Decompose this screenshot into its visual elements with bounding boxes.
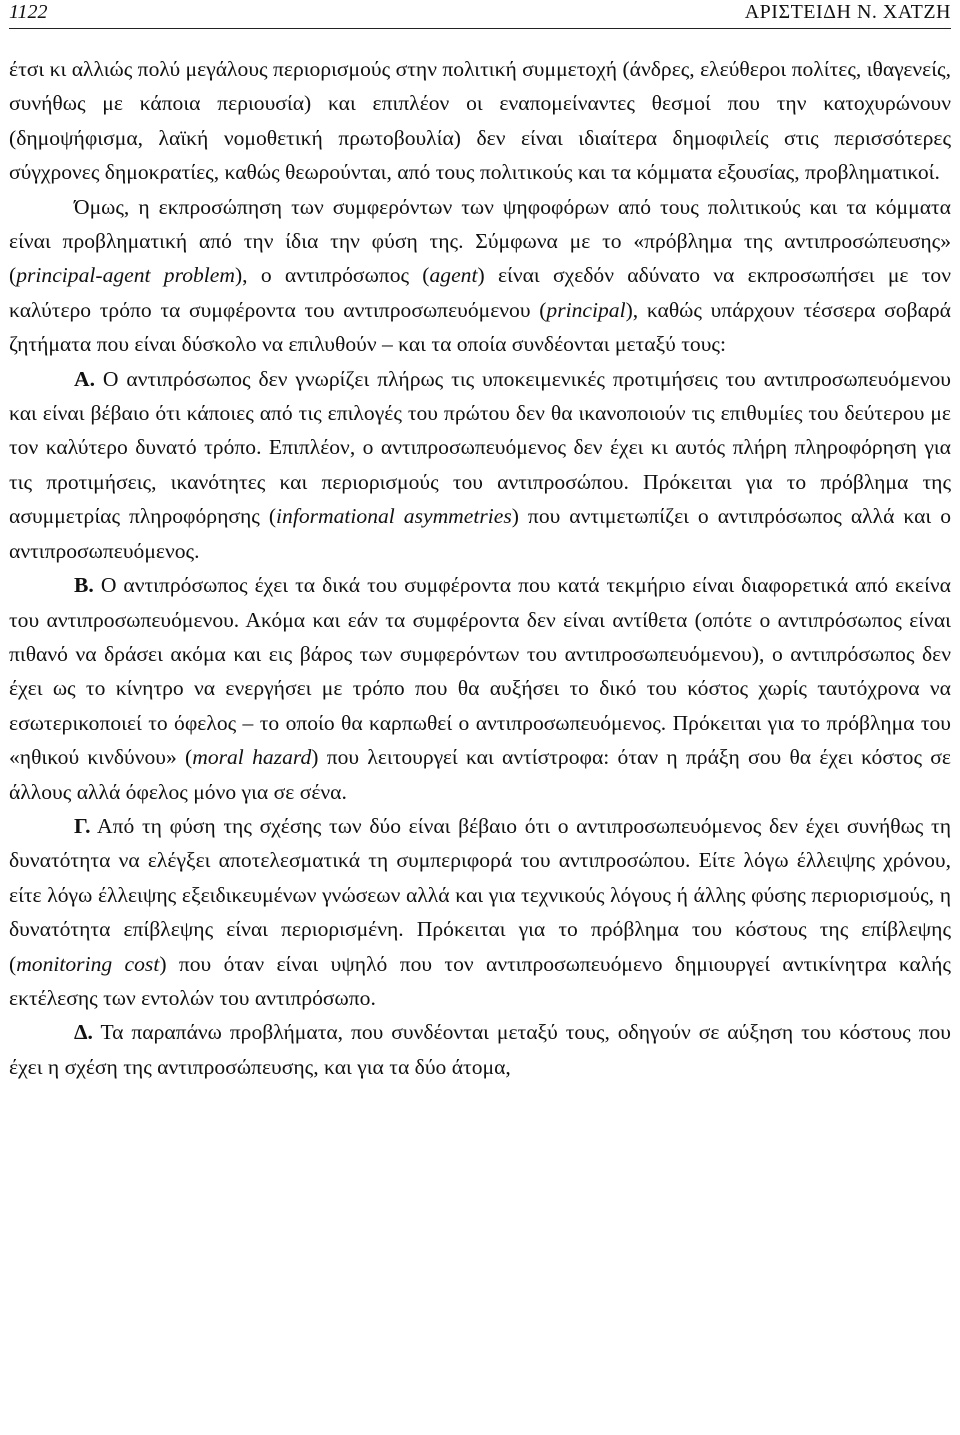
italic-term: informational asymmetries [276,504,512,529]
text-run: Τα παραπάνω προβλήματα, που συνδέονται μεταξύ τους, οδηγούν σε αύξηση του κόστους που έχει η σχέση της αντιπροσώπευσης, και για τα δύο άτομα, [9,1020,951,1079]
header-divider [9,28,951,29]
text-run: ), καθώς υπάρχουν τέσσερα σοβαρά ζητήματα που είναι δύσκολο να επιλυθούν – και τα οποία συνδέονται μεταξύ τους: [9,297,951,357]
section-label: Β. [74,573,94,598]
text-run: ) είναι σχεδόν αδύνατο να εκπροσωπήσει με τον καλύτερο τρόπο τα συμφέροντα του αντιπροσωπευόμενου ( [9,263,951,322]
text-run: ) που αντιμετωπίζει ο αντιπρόσωπος αλλά και ο αντιπροσωπευόμενος. [9,504,952,563]
italic-term: moral hazard [192,745,312,770]
text-run: Ο αντιπρόσωπος δεν γνωρίζει πλήρως τις υποκειμενικές προτιμήσεις του αντιπροσωπευόμενου και είναι βέβαιο ότι κάποιες από τις επιλογές του πρώτου δεν θα ικανοποιούν τις επιθυμίες του δεύτερου με τον καλύτερο δυνατό τρόπο. Επιπλέον, ο αντιπροσωπευόμενος δεν έχει κι αυτός πλήρη πληροφόρηση για τις προτιμήσεις, ικανότητες και περιορισμούς του αντιπροσώπου. Πρόκειται για το πρόβλημα της ασυμμετρίας πληροφόρησης ( [9,366,951,529]
paragraph-p6 [9,1015,951,1084]
italic-term: agent [429,263,478,288]
running-header [9,0,951,30]
paragraph-p5 [9,809,951,1015]
italic-term: monitoring cost [16,951,160,976]
text-run: Από τη φύση της σχέσης των δύο είναι βέβαιο ότι ο αντιπροσωπευόμενος δεν έχει συνήθως τη δυνατότητα να ελέγξει αποτελεσματικά τη συμπεριφορά του αντιπροσώπου. Είτε λόγω έλλειψης χρόνου, είτε λόγω έλλειψης εξειδικευμένων γνώσεων αλλά και για τεχνικούς λόγους ή άλλης φύσης περιορισμούς, η δυνατότητα επίβλεψης είναι περιορισμένη. Πρόκειται για το πρόβλημα του κόστους της επίβλεψης ( [9,813,951,976]
text-run: έτσι κι αλλιώς πολύ μεγάλους περιορισμούς στην πολιτική συμμετοχή (άνδρες, ελεύθεροι πολίτες, ιθαγενείς, συνήθως με κάποια περιουσία) και επιπλέον οι εναπομείναντες θεσμοί που την κατοχυρώνουν (δημοψήφισμα, λαϊκή νομοθετική πρωτοβουλία) δεν είναι ιδιαίτερα δημοφιλείς στις περισσότερες σύγχρονες δημοκρατίες, καθώς θεωρούνται, από τους πολιτικούς και τα κόμματα εξουσίας, προβληματικοί. [9,57,951,185]
text-run: ) που όταν είναι υψηλό που τον αντιπροσωπευόμενο δημιουργεί αντικίνητρα καλής εκτέλεσης των εντολών του αντιπρόσωπο. [9,951,951,1010]
section-label: Γ. [74,813,91,838]
italic-term: principal-agent problem [16,263,235,288]
text-run: ), ο αντιπρόσωπος ( [234,263,430,288]
document-page [9,0,951,1435]
section-label: Δ. [74,1020,93,1045]
text-run: Όμως, η εκπροσώπηση των συμφερόντων των ψηφοφόρων από τους πολιτικούς και τα κόμματα είναι προβληματική από την ίδια την φύση της. Σύμφωνα με το «πρόβλημα της αντιπροσώπευσης» ( [9,194,951,288]
text-run: Ο αντιπρόσωπος έχει τα δικά του συμφέροντα που κατά τεκμήριο είναι διαφορετικά από εκείνα του αντιπροσωπευόμενου. Ακόμα και εάν τα συμφέροντα δεν είναι αντίθετα (οπότε ο αντιπρόσωπος είναι πιθανό να δράσει ακόμα και εις βάρος των συμφερόντων του αντιπροσωπευόμενου), ο αντιπρόσωπος δεν έχει ως το κίνητρο να ενεργήσει με τρόπο που θα αυξήσει το δικό του κόστος χωρίς ταυτόχρονα να εσωτερικοποιεί το όφελος – το οποίο θα καρπωθεί ο αντιπροσωπευόμενος. Πρόκειται για το πρόβλημα του «ηθικού κινδύνου» ( [9,573,951,770]
paragraph-p4 [9,568,951,809]
paragraph-p1 [9,52,951,190]
italic-term: principal [546,297,626,322]
text-run: ) που λειτουργεί και αντίστροφα: όταν η πράξη σου θα έχει κόστος σε άλλους αλλά όφελος μόνο για σε σένα. [9,745,951,804]
body-text [9,52,951,1084]
paragraph-p2 [9,190,951,362]
page-number: 1122 [9,1,48,23]
running-head-author: ΑΡΙΣΤΕΙΔΗ Ν. ΧΑΤΖΗ [744,1,951,23]
section-label: Α. [74,366,95,391]
paragraph-p3 [9,362,951,568]
